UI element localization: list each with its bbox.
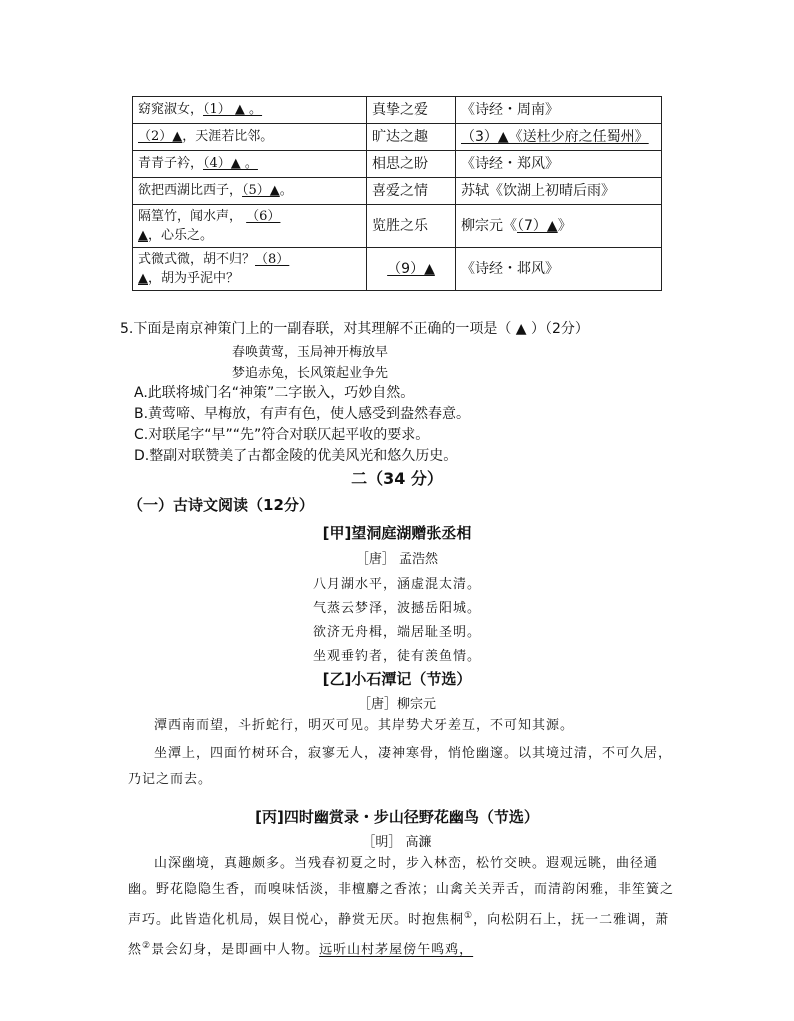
table-row [133, 151, 662, 178]
couplet-line-2: 梦追赤兔，长风策起业争先 [232, 366, 389, 381]
verse-text: 欲把西湖比西子， [138, 183, 243, 198]
blank-5[interactable]: （5）▲ [242, 183, 280, 198]
table-row [133, 205, 662, 248]
blank-8-cont[interactable]: ▲ [138, 271, 148, 286]
theme-cell: 喜爱之情 [367, 178, 456, 205]
source-cell [456, 205, 662, 248]
prose-text: ，向松阴石上，抚一二雅调，萧然 [128, 912, 670, 958]
source-cell: 《诗经・邶风》 [456, 248, 662, 291]
footnote-marker-1[interactable]: ① [464, 911, 474, 921]
verse-text: 式微式微，胡不归？ [138, 252, 256, 267]
prose-b-title: [乙]小石潭记（节选） [322, 670, 472, 688]
source-cell[interactable]: （3）▲《送杜少府之任蜀州》 [456, 124, 662, 151]
poem-line: 气蒸云梦泽，波撼岳阳城。 [312, 601, 481, 616]
blank-6[interactable]: （6） [246, 209, 281, 224]
poem-line: 欲济无舟楫，端居耻圣明。 [312, 625, 481, 640]
poem-a-author: ［唐］ 孟浩然 [355, 552, 439, 567]
verse-text: ，胡为乎泥中？ [148, 271, 240, 286]
option-a[interactable]: A.此联将城门名“神策”二字嵌入，巧妙自然。 [134, 385, 415, 401]
table-row [133, 124, 662, 151]
source-cell: 《诗经・周南》 [456, 97, 662, 124]
prose-c-title: [丙]四时幽赏录・步山径野花幽鸟（节选） [255, 808, 539, 826]
verse-cell [133, 151, 367, 178]
blank-4[interactable]: （4）▲ 。 [203, 156, 258, 171]
underlined-sentence: 远听山村茅屋傍午鸣鸡， [319, 942, 474, 958]
verse-cell [133, 178, 367, 205]
question-5-stem: 5.下面是南京神策门上的一副春联，对其理解不正确的一项是（ ▲ ）（2分） [120, 321, 589, 337]
verse-text: ，心乐之。 [148, 228, 214, 243]
section-title: 二（34 分） [351, 469, 443, 488]
blank-9[interactable]: （9）▲ [387, 261, 435, 277]
table-row [133, 97, 662, 124]
poem-line: 八月湖水平，涵虚混太清。 [312, 577, 481, 592]
theme-cell: 览胜之乐 [367, 205, 456, 248]
table-row [133, 178, 662, 205]
verse-text: 窈窕淑女， [138, 102, 204, 117]
verse-text: ，天涯若比邻。 [182, 129, 274, 144]
blank-8[interactable]: （8） [255, 252, 290, 267]
verse-cell [133, 124, 367, 151]
subsection-title: （一）古诗文阅读（12分） [128, 496, 314, 514]
prose-text: 景会幻身，是即画中人物。 [151, 942, 320, 958]
poem-a-title: [甲]望洞庭湖赠张丞相 [322, 524, 472, 542]
theme-cell: 旷达之趣 [367, 124, 456, 151]
blank-6-cont[interactable]: ▲ [138, 228, 148, 243]
prose-b-paragraph-1: 潭西南而望，斗折蛇行，明灭可见。其岸势犬牙差互，不可知其源。 [154, 718, 575, 733]
blank-1[interactable]: （1） ▲ 。 [203, 102, 263, 117]
footnote-marker-2[interactable]: ② [142, 941, 152, 952]
table-row [133, 248, 662, 291]
source-cell: 《诗经・郑风》 [456, 151, 662, 178]
prose-b-paragraph-2: 坐潭上，四面竹树环合，寂寥无人，凄神寒骨，悄怆幽邃。以其境过清，不可久居，乃记之而去。 [128, 746, 673, 787]
prose-c-author: ［明］ 高濂 [362, 835, 432, 850]
prose-c-paragraph-1 [128, 851, 674, 964]
theme-cell [367, 248, 456, 291]
option-c[interactable]: C.对联尾字“早”“先”符合对联仄起平收的要求。 [134, 427, 430, 443]
option-d[interactable]: D.整副对联赞美了古都金陵的优美风光和悠久历史。 [134, 448, 458, 464]
verse-cell [133, 248, 367, 291]
poetry-fill-table [132, 96, 662, 291]
theme-cell: 相思之盼 [367, 151, 456, 178]
verse-text: 隔篁竹，闻水声， [138, 209, 243, 224]
source-text: 柳宗元《 [461, 218, 517, 234]
blank-2[interactable]: （2）▲ [138, 129, 183, 144]
verse-cell [133, 97, 367, 124]
verse-text: 青青子衿， [138, 156, 204, 171]
couplet-line-1: 春唤黄莺，玉局神开梅放早 [232, 345, 389, 360]
option-b[interactable]: B.黄莺啼、早梅放，有声有色，使人感受到盎然春意。 [134, 406, 471, 422]
verse-text: 。 [279, 183, 293, 198]
verse-cell [133, 205, 367, 248]
theme-cell: 真挚之爱 [367, 97, 456, 124]
poem-line: 坐观垂钓者，徒有羡鱼情。 [312, 649, 481, 664]
prose-b-author: ［唐］柳宗元 [357, 697, 436, 712]
source-text: 》 [557, 218, 572, 234]
blank-7[interactable]: （7）▲ [517, 218, 558, 234]
prose-text: 山深幽境，真趣颇多。当残春初夏之时，步入林峦，松竹交映。遐观远眺，曲径通幽。野花隐隐生香，而嗅味恬淡，非檀麝之香浓；山禽关关弄舌，而清韵闲雅，非笙簧之声巧。此皆造化机局，娱目悦心，静赏无厌。时抱焦桐 [128, 856, 675, 928]
source-cell: 苏轼《饮湖上初晴后雨》 [456, 178, 662, 205]
